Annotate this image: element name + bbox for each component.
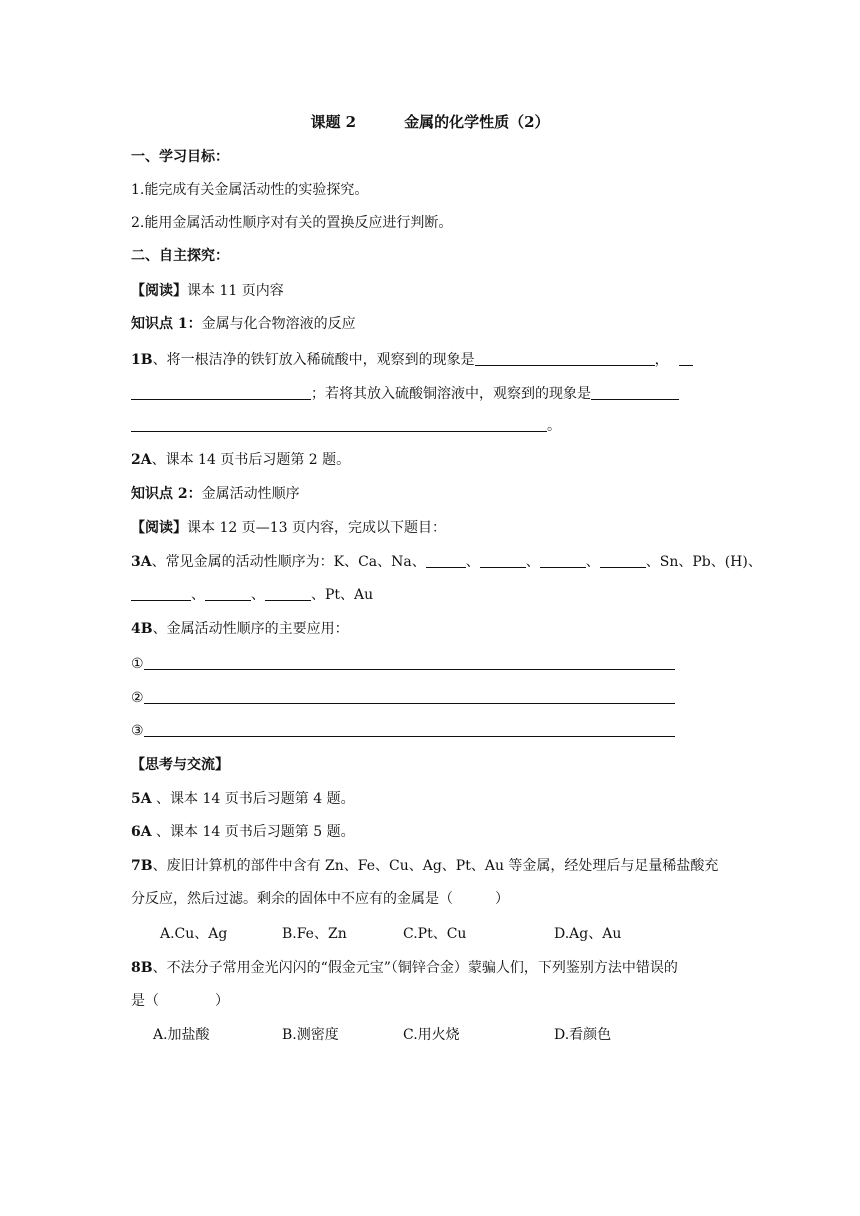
- answer-blank[interactable]: [205, 585, 251, 601]
- goal-item-1: 1.能完成有关金属活动性的实验探究。: [131, 182, 369, 198]
- question-text: 、课本 14 页书后习题第 2 题。: [151, 452, 351, 468]
- question-text: 、金属活动性顺序的主要应用：: [152, 621, 349, 637]
- separator: 、: [465, 554, 480, 570]
- reading-tag: 【阅读】: [131, 520, 187, 536]
- question-number: 7B: [131, 858, 153, 874]
- answer-blank[interactable]: [265, 585, 311, 601]
- application-item-2: [131, 688, 675, 708]
- answer-blank[interactable]: [144, 654, 675, 670]
- option-a[interactable]: A.Cu、Ag: [160, 926, 228, 942]
- question-number: 4B: [131, 621, 153, 637]
- answer-blank[interactable]: [475, 350, 655, 366]
- separator: 、: [191, 587, 205, 603]
- question-8-line-2: 是（ ）: [131, 993, 229, 1009]
- question-1-line-1: [131, 350, 693, 370]
- reading-text: 课本 11 页内容: [187, 283, 284, 299]
- section-heading-think: 【思考与交流】: [131, 757, 229, 773]
- question-number: 5A: [131, 791, 152, 807]
- question-number: 3A: [131, 554, 152, 570]
- question-3-line-1: [131, 552, 762, 572]
- question-number: 8B: [131, 960, 153, 976]
- option-d[interactable]: D.Ag、Au: [554, 926, 622, 942]
- question-8-line-1: [131, 958, 678, 978]
- separator: 、: [251, 587, 265, 603]
- question-text: 、课本 14 页书后习题第 5 题。: [151, 824, 355, 840]
- option-b[interactable]: B.Fe、Zn: [282, 926, 347, 942]
- option-c[interactable]: C.用火烧: [403, 1027, 460, 1043]
- question-number: 1B: [131, 352, 153, 368]
- reading-text: 课本 12 页—13 页内容，完成以下题目：: [187, 520, 446, 536]
- answer-blank[interactable]: [679, 350, 693, 366]
- separator: ，: [654, 352, 669, 368]
- question-3-line-2: [131, 585, 373, 605]
- question-text: 、废旧计算机的部件中含有 Zn、Fe、Cu、Ag、Pt、Au 等金属，经处理后与足量稀盐酸充: [152, 858, 719, 874]
- question-5: [131, 789, 355, 809]
- question-1-line-2: [131, 384, 679, 404]
- answer-blank[interactable]: [426, 552, 466, 568]
- title-prefix: 课题 2: [310, 113, 357, 131]
- question-text: ；若将其放入硫酸铜溶液中，观察到的现象是: [311, 386, 591, 402]
- reading-tag: 【阅读】: [131, 283, 187, 299]
- question-4: [131, 619, 349, 639]
- question-text: 、将一根洁净的铁钉放入稀硫酸中，观察到的现象是: [152, 352, 475, 368]
- question-text: 、常见金属的活动性顺序为：K、Ca、Na、: [151, 554, 426, 570]
- answer-blank[interactable]: [540, 552, 586, 568]
- knowledge-point-1: [131, 314, 356, 334]
- question-text: 、课本 14 页书后习题第 4 题。: [151, 791, 355, 807]
- knowledge-point-text: 金属与化合物溶液的反应: [201, 316, 356, 332]
- separator: 、: [525, 554, 540, 570]
- option-d[interactable]: D.看颜色: [554, 1027, 612, 1043]
- knowledge-point-text: 金属活动性顺序: [201, 486, 300, 502]
- question-number: 2A: [131, 452, 152, 468]
- answer-blank[interactable]: [131, 416, 547, 432]
- separator: 、Sn、Pb、(H)、: [645, 554, 762, 570]
- option-b[interactable]: B.测密度: [282, 1027, 339, 1043]
- question-end: 。: [547, 418, 561, 434]
- application-item-1: [131, 654, 675, 674]
- question-7-line-2: 分反应，然后过滤。剩余的固体中不应有的金属是（ ）: [131, 891, 509, 907]
- question-6: [131, 822, 355, 842]
- answer-blank[interactable]: [480, 552, 526, 568]
- knowledge-point-2: [131, 484, 300, 504]
- answer-blank[interactable]: [600, 552, 646, 568]
- separator: 、: [585, 554, 600, 570]
- goal-item-2: 2.能用金属活动性顺序对有关的置换反应进行判断。: [131, 215, 453, 231]
- answer-blank[interactable]: [131, 585, 191, 601]
- option-c[interactable]: C.Pt、Cu: [403, 926, 467, 942]
- answer-blank[interactable]: [591, 384, 679, 400]
- knowledge-point-label: 知识点 2：: [131, 486, 202, 502]
- answer-blank[interactable]: [144, 688, 675, 704]
- page-title: [0, 112, 860, 132]
- application-item-3: [131, 721, 675, 741]
- question-end: 、Pt、Au: [311, 587, 374, 603]
- option-a[interactable]: A.加盐酸: [153, 1027, 210, 1043]
- section-heading-explore: 二、自主探究：: [131, 248, 229, 264]
- reading-note-2: [131, 518, 446, 538]
- question-number: 6A: [131, 824, 152, 840]
- circled-number: ②: [131, 690, 144, 706]
- circled-number: ③: [131, 723, 144, 739]
- title-text: 金属的化学性质（2）: [404, 113, 550, 131]
- section-heading-goals: 一、学习目标：: [131, 149, 229, 165]
- answer-blank[interactable]: [144, 721, 675, 737]
- knowledge-point-label: 知识点 1：: [131, 316, 202, 332]
- question-2: [131, 450, 350, 470]
- question-1-line-3: [131, 416, 561, 436]
- reading-note-1: [131, 281, 284, 301]
- circled-number: ①: [131, 656, 144, 672]
- question-7-line-1: [131, 856, 718, 876]
- question-text: 、不法分子常用金光闪闪的“假金元宝”（铜锌合金）蒙骗人们，下列鉴别方法中错误的: [152, 960, 678, 976]
- answer-blank[interactable]: [131, 384, 311, 400]
